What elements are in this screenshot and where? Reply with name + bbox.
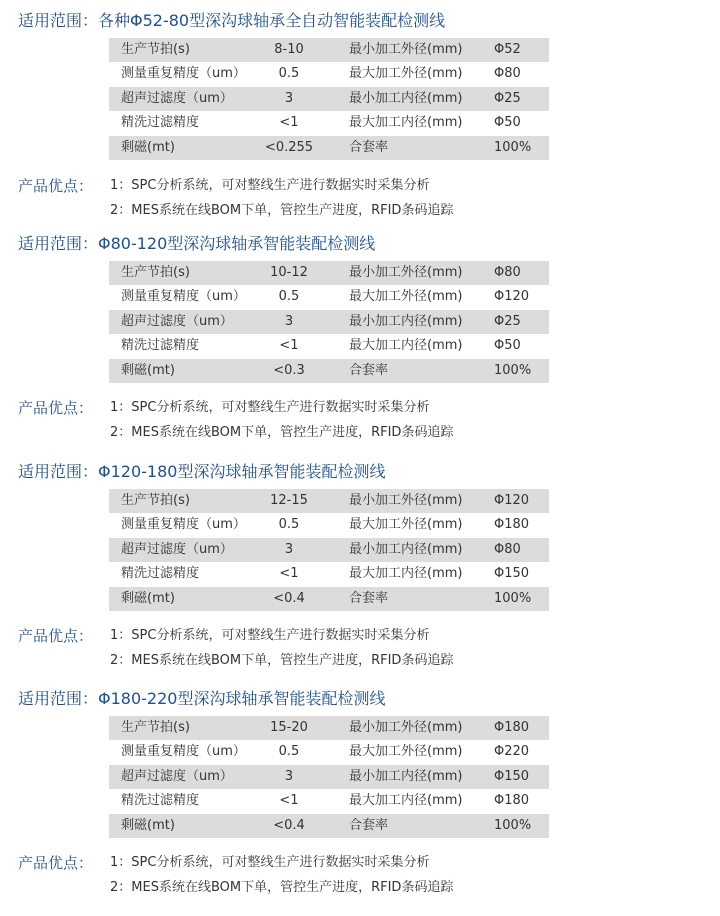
row-value-2: Φ150: [494, 768, 530, 784]
row-value: <0.3: [273, 362, 305, 378]
table-row: [109, 538, 549, 562]
row-value: <0.4: [273, 817, 305, 833]
advantage-item: 1：SPC分析系统，可对整线生产进行数据实时采集分析: [110, 855, 430, 870]
row-label: 剩磁(mt): [121, 817, 175, 833]
advantages-block: [18, 174, 718, 226]
advantage-item: 1：SPC分析系统，可对整线生产进行数据实时采集分析: [110, 178, 430, 193]
row-label-2: 最小加工外径(mm): [349, 720, 463, 735]
row-label: 测量重复精度（um）: [121, 744, 246, 760]
row-label-2: 最小加工内径(mm): [349, 768, 463, 784]
advantages-block: [18, 624, 718, 676]
row-value-2: Φ120: [494, 289, 530, 305]
row-value-2: Φ180: [494, 720, 530, 735]
row-value: 0.5: [278, 66, 300, 82]
section-title-label: 适用范围：: [18, 689, 99, 708]
row-value-2: Φ80: [494, 541, 521, 557]
section-title-text: Φ80-120型深沟球轴承智能装配检测线: [98, 234, 376, 253]
row-label: 超声过滤度（um）: [121, 313, 233, 329]
row-value: <1: [279, 115, 299, 131]
advantage-item: 2：MES系统在线BOM下单，管控生产进度，RFID条码追踪: [110, 203, 454, 218]
row-label: 剩磁(mt): [121, 362, 175, 378]
table-row: [109, 62, 549, 86]
section-title: [18, 8, 445, 34]
advantage-item: 2：MES系统在线BOM下单，管控生产进度，RFID条码追踪: [110, 880, 454, 895]
row-label: 生产节拍(s): [121, 42, 190, 57]
table-row: [109, 334, 549, 358]
row-value: 0.5: [278, 289, 300, 305]
row-label: 精洗过滤精度: [121, 338, 200, 354]
row-label-2: 最小加工内径(mm): [349, 313, 463, 329]
spec-table: [109, 38, 549, 160]
row-label: 剩磁(mt): [121, 139, 175, 155]
row-label-2: 最小加工内径(mm): [349, 541, 463, 557]
row-value-2: 100%: [494, 590, 532, 606]
row-label: 超声过滤度（um）: [121, 90, 233, 106]
row-value-2: Φ80: [494, 66, 521, 82]
row-label: 生产节拍(s): [121, 493, 190, 508]
section-title-text: Φ180-220型深沟球轴承智能装配检测线: [98, 689, 386, 708]
row-label: 测量重复精度（um）: [121, 66, 246, 82]
row-value-2: Φ52: [494, 42, 521, 57]
row-label-2: 合套率: [349, 362, 389, 378]
table-row: [109, 789, 549, 813]
section-title-text: 各种Φ52-80型深沟球轴承全自动智能装配检测线: [98, 11, 446, 30]
table-row: [109, 136, 549, 160]
row-label-2: 最小加工外径(mm): [349, 493, 463, 508]
table-row: [109, 310, 549, 334]
table-row: [109, 111, 549, 135]
row-label-2: 最小加工内径(mm): [349, 90, 463, 106]
table-row: [109, 587, 549, 611]
spec-table: [109, 489, 549, 611]
row-label-2: 合套率: [349, 590, 389, 606]
section-title-label: 适用范围：: [18, 11, 99, 30]
row-label: 超声过滤度（um）: [121, 768, 233, 784]
section-title: [18, 231, 375, 257]
advantage-item: 2：MES系统在线BOM下单，管控生产进度，RFID条码追踪: [110, 653, 454, 668]
row-value-2: Φ180: [494, 793, 530, 809]
advantages-label: 产品优点：: [18, 627, 94, 645]
row-label: 测量重复精度（um）: [121, 289, 246, 305]
row-label: 剩磁(mt): [121, 590, 175, 606]
row-label-2: 最大加工内径(mm): [349, 115, 463, 131]
row-value: 10-12: [270, 265, 308, 280]
table-row: [109, 285, 549, 309]
table-row: [109, 765, 549, 789]
row-value-2: Φ80: [494, 265, 521, 280]
row-label: 精洗过滤精度: [121, 115, 200, 131]
section-title-label: 适用范围：: [18, 462, 99, 481]
row-label-2: 最小加工外径(mm): [349, 265, 463, 280]
spec-table: [109, 716, 549, 838]
row-value: 3: [284, 90, 294, 106]
row-value: 3: [284, 768, 294, 784]
row-value-2: 100%: [494, 817, 532, 833]
row-label-2: 最大加工内径(mm): [349, 793, 463, 809]
table-row: [109, 489, 549, 513]
advantage-item: 1：SPC分析系统，可对整线生产进行数据实时采集分析: [110, 628, 430, 643]
row-label-2: 最大加工内径(mm): [349, 338, 463, 354]
row-value-2: Φ180: [494, 517, 530, 533]
row-label: 精洗过滤精度: [121, 793, 200, 809]
advantages-block: [18, 851, 718, 903]
row-label-2: 合套率: [349, 817, 389, 833]
row-value: 3: [284, 313, 294, 329]
section-title: [18, 459, 385, 485]
row-label: 生产节拍(s): [121, 265, 190, 280]
advantages-label: 产品优点：: [18, 854, 94, 872]
row-value: 15-20: [270, 720, 308, 735]
advantage-item: 2：MES系统在线BOM下单，管控生产进度，RFID条码追踪: [110, 425, 454, 440]
table-row: [109, 261, 549, 285]
row-value-2: Φ150: [494, 566, 530, 582]
row-label: 超声过滤度（um）: [121, 541, 233, 557]
row-label-2: 合套率: [349, 139, 389, 155]
table-row: [109, 562, 549, 586]
row-value: 0.5: [278, 744, 300, 760]
section-title-text: Φ120-180型深沟球轴承智能装配检测线: [98, 462, 386, 481]
row-value-2: 100%: [494, 362, 532, 378]
row-value: <1: [279, 566, 299, 582]
spec-table: [109, 261, 549, 383]
row-value-2: Φ50: [494, 115, 521, 131]
row-value: 0.5: [278, 517, 300, 533]
row-value-2: Φ220: [494, 744, 530, 760]
row-value: 8-10: [274, 42, 304, 57]
table-row: [109, 716, 549, 740]
row-value: 3: [284, 541, 294, 557]
row-label-2: 最大加工外径(mm): [349, 289, 463, 305]
row-value-2: Φ120: [494, 493, 530, 508]
row-label-2: 最大加工外径(mm): [349, 517, 463, 533]
table-row: [109, 740, 549, 764]
table-row: [109, 87, 549, 111]
row-value: <1: [279, 338, 299, 354]
row-label-2: 最大加工外径(mm): [349, 66, 463, 82]
section-title: [18, 686, 385, 712]
table-row: [109, 38, 549, 62]
row-value-2: Φ25: [494, 313, 521, 329]
row-value-2: 100%: [494, 139, 532, 155]
row-value-2: Φ25: [494, 90, 521, 106]
row-value-2: Φ50: [494, 338, 521, 354]
advantages-label: 产品优点：: [18, 177, 94, 195]
row-label: 测量重复精度（um）: [121, 517, 246, 533]
row-label-2: 最大加工内径(mm): [349, 566, 463, 582]
table-row: [109, 359, 549, 383]
advantage-item: 1：SPC分析系统，可对整线生产进行数据实时采集分析: [110, 400, 430, 415]
section-title-label: 适用范围：: [18, 234, 99, 253]
advantages-label: 产品优点：: [18, 399, 94, 417]
row-label: 生产节拍(s): [121, 720, 190, 735]
advantages-block: [18, 396, 718, 448]
row-value: 12-15: [270, 493, 308, 508]
row-label-2: 最大加工外径(mm): [349, 744, 463, 760]
table-row: [109, 513, 549, 537]
row-label: 精洗过滤精度: [121, 566, 200, 582]
row-value: <1: [279, 793, 299, 809]
table-row: [109, 814, 549, 838]
row-value: <0.4: [273, 590, 305, 606]
row-value: <0.255: [264, 139, 314, 155]
row-label-2: 最小加工外径(mm): [349, 42, 463, 57]
